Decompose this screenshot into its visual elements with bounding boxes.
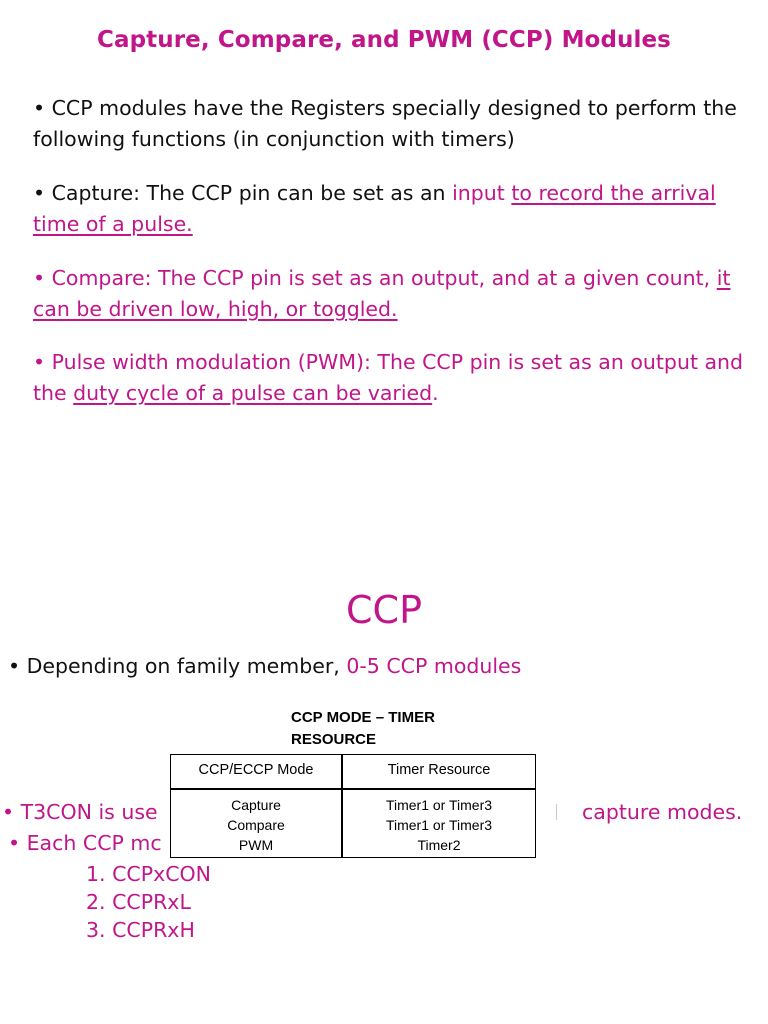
table-caption — [291, 707, 435, 751]
table-cell-mode-compare: Compare — [227, 817, 285, 833]
table-mode-column — [171, 795, 341, 855]
bullet-compare — [33, 263, 745, 325]
register-item-1: 1. CCPxCON — [86, 862, 211, 886]
table-cell-resource-pwm: Timer2 — [417, 837, 461, 853]
ccp-mode-timer-table — [170, 754, 536, 858]
bullet-compare-lead: • Compare: The CCP pin is set as an output, and at a given count, — [33, 266, 717, 290]
bullet-t3con-cut-mark — [556, 804, 557, 820]
table-caption-line2: RESOURCE — [291, 731, 377, 748]
bullet-pwm — [33, 347, 745, 409]
bullet-each-ccp: • Each CCP mc — [8, 831, 162, 855]
bullet-t3con-tail: capture modes. — [582, 800, 743, 824]
table-cell-mode-pwm: PWM — [238, 837, 274, 853]
slide2-title: CCP — [346, 588, 422, 632]
slide1-title: Capture, Compare, and PWM (CCP) Modules — [97, 27, 671, 53]
register-item-2: 2. CCPRxL — [86, 890, 191, 914]
bullet-pwm-lead: • Pulse width modulation (PWM): The CCP pin is set as an output and the — [33, 350, 744, 405]
table-cell-resource-capture: Timer1 or Timer3 — [385, 797, 493, 813]
bullet-capture-lead: • Capture: The CCP pin can be set as an — [33, 181, 453, 205]
bullet-pwm-desc: duty cycle of a pulse can be varied — [73, 381, 433, 405]
bullet-capture — [33, 178, 745, 240]
bullet-compare-desc: it can be driven low, high, or toggled. — [33, 266, 731, 321]
table-cell-mode-capture: Capture — [231, 797, 281, 813]
bullet-t3con: • T3CON is use — [2, 800, 158, 824]
table-cell-resource-compare: Timer1 or Timer3 — [385, 817, 493, 833]
bullet-capture-desc: to record the arrival time of a pulse. — [33, 181, 716, 236]
bullet-family-member — [8, 652, 521, 680]
table-divider-horizontal — [171, 788, 535, 790]
register-item-3: 3. CCPRxH — [86, 918, 195, 942]
bullet-family-count: 0-5 CCP modules — [346, 654, 522, 678]
table-header-mode: CCP/ECCP Mode — [198, 762, 314, 778]
table-resource-column — [343, 795, 535, 855]
bullet-pwm-tail: . — [432, 381, 439, 405]
bullet-family-lead: • Depending on family member, — [8, 654, 347, 678]
table-header-timer: Timer Resource — [387, 762, 491, 778]
table-caption-line1: CCP MODE – TIMER — [291, 709, 435, 726]
bullet-ccp-intro: • CCP modules have the Registers specially designed to perform the following functions (in conjunction with timers) — [33, 96, 737, 151]
register-list — [86, 860, 211, 944]
bullet-capture-input: input — [452, 181, 505, 205]
